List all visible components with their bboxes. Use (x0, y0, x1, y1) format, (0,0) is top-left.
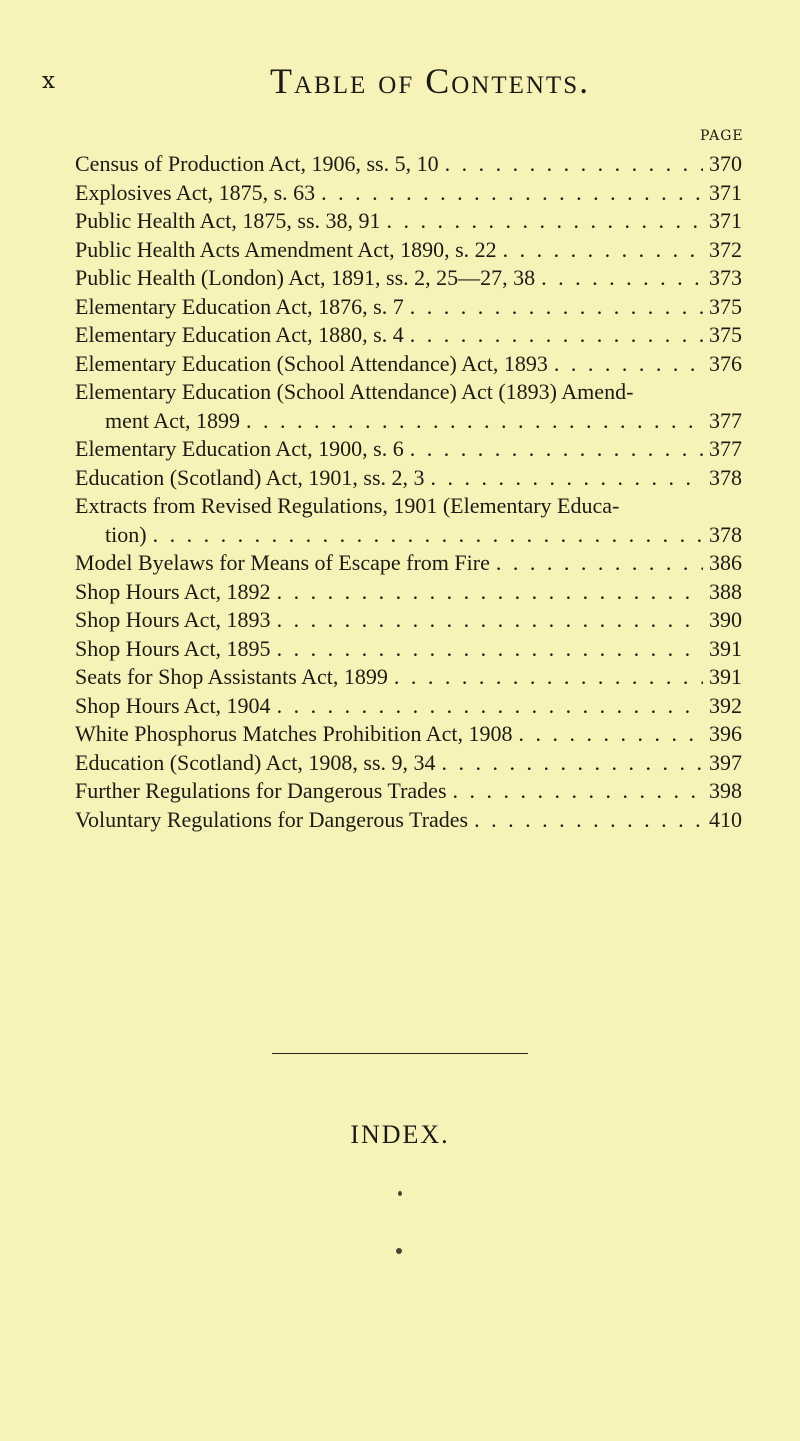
dot-leader (246, 407, 703, 436)
dot-leader (442, 749, 703, 778)
toc-entry (75, 492, 745, 549)
entry-title-line-1: Extracts from Revised Regulations, 1901 (Elementary Educa- (75, 493, 620, 518)
entry-title: Elementary Education (School Attendance) Act, 1893 (75, 350, 548, 376)
entry-page: 370 (709, 151, 742, 176)
ink-speck (398, 1191, 402, 1196)
entry-page: 398 (709, 778, 742, 803)
entry-page: 376 (709, 350, 742, 376)
toc-entry (75, 293, 745, 322)
dot-leader (410, 321, 703, 350)
toc-entry (75, 350, 745, 379)
entry-page: 371 (709, 179, 742, 205)
entry-title: Elementary Education Act, 1876, s. 7 (75, 293, 404, 319)
entry-page: 390 (709, 607, 742, 632)
toc-entry (75, 435, 745, 464)
page-number: x (42, 68, 56, 94)
toc-entry (75, 179, 745, 208)
toc-entry (75, 806, 745, 835)
toc-entry (75, 207, 745, 236)
entry-title: Elementary Education Act, 1900, s. 6 (75, 436, 404, 461)
entry-title-line-1: Elementary Education (School Attendance) Act (1893) Amend- (75, 379, 634, 404)
toc-entry (75, 777, 745, 806)
entry-title: Model Byelaws for Means of Escape from Fire (75, 550, 490, 575)
dot-leader (277, 606, 703, 635)
index-heading: INDEX. (350, 1120, 450, 1149)
toc-entry (75, 549, 745, 578)
dot-leader (503, 236, 703, 265)
dot-leader (277, 692, 703, 721)
dot-leader (431, 464, 703, 493)
dot-leader (445, 150, 703, 179)
entry-page: 375 (709, 322, 742, 347)
section-divider (272, 1053, 528, 1054)
toc-entry (75, 635, 745, 664)
ink-speck (396, 1248, 402, 1254)
entry-title: Education (Scotland) Act, 1908, ss. 9, 34 (75, 749, 436, 775)
toc-entry (75, 606, 745, 635)
entry-title: Shop Hours Act, 1895 (75, 635, 271, 661)
entry-title: Shop Hours Act, 1893 (75, 607, 271, 632)
entry-title: Elementary Education Act, 1880, s. 4 (75, 322, 404, 347)
entry-title: Voluntary Regulations for Dangerous Trades (75, 806, 469, 832)
entry-page: 391 (709, 664, 742, 689)
entry-page: 396 (709, 721, 742, 746)
entry-title: Census of Production Act, 1906, ss. 5, 10 (75, 151, 439, 176)
dot-leader (496, 549, 703, 578)
entry-page: 386 (709, 550, 742, 575)
entry-page: 388 (709, 578, 742, 604)
toc-entry (75, 236, 745, 265)
toc-entry (75, 749, 745, 778)
page-column-heading: PAGE (700, 128, 744, 144)
entry-title: Public Health Acts Amendment Act, 1890, s. 22 (75, 236, 497, 262)
entry-title: White Phosphorus Matches Prohibition Act, 1908 (75, 721, 513, 746)
entry-title: Public Health (London) Act, 1891, ss. 2, 25—27, 38 (75, 265, 536, 290)
dot-leader (153, 521, 703, 550)
dot-leader (277, 578, 703, 607)
toc-entry (75, 692, 745, 721)
toc-entry (75, 720, 745, 749)
dot-leader (387, 207, 703, 236)
entry-page: 371 (709, 208, 742, 233)
toc-entry (75, 264, 745, 293)
entry-page: 377 (709, 407, 742, 433)
dot-leader (541, 264, 703, 293)
dot-leader (519, 720, 703, 749)
entry-page: 410 (709, 806, 742, 832)
entry-title: Further Regulations for Dangerous Trades (75, 778, 447, 803)
toc-entry (75, 378, 745, 435)
toc-entry (75, 150, 745, 179)
entry-title: Explosives Act, 1875, s. 63 (75, 179, 316, 205)
entry-page: 378 (709, 521, 742, 547)
entry-page: 373 (709, 265, 742, 290)
toc-entry (75, 321, 745, 350)
entry-title-line-2: ment Act, 1899 (105, 407, 241, 433)
dot-leader (453, 777, 703, 806)
toc-entry (75, 578, 745, 607)
dot-leader (554, 350, 703, 379)
toc-entry (75, 663, 745, 692)
dot-leader (474, 806, 703, 835)
entry-title: Shop Hours Act, 1904 (75, 692, 271, 718)
entry-title: Seats for Shop Assistants Act, 1899 (75, 664, 388, 689)
entry-title: Education (Scotland) Act, 1901, ss. 2, 3 (75, 464, 425, 490)
entry-title-line-2: tion) (105, 521, 147, 547)
entry-page: 378 (709, 464, 742, 490)
entry-page: 375 (709, 293, 742, 319)
dot-leader (410, 435, 703, 464)
running-head: Table of Contents. (270, 61, 591, 101)
entry-page: 392 (709, 692, 742, 718)
dot-leader (394, 663, 703, 692)
table-of-contents (75, 150, 745, 834)
dot-leader (410, 293, 703, 322)
toc-entry (75, 464, 745, 493)
entry-page: 391 (709, 635, 742, 661)
entry-page: 372 (709, 236, 742, 262)
entry-title: Public Health Act, 1875, ss. 38, 91 (75, 208, 381, 233)
entry-page: 377 (709, 436, 742, 461)
dot-leader (321, 179, 703, 208)
entry-title: Shop Hours Act, 1892 (75, 578, 271, 604)
dot-leader (277, 635, 703, 664)
entry-page: 397 (709, 749, 742, 775)
